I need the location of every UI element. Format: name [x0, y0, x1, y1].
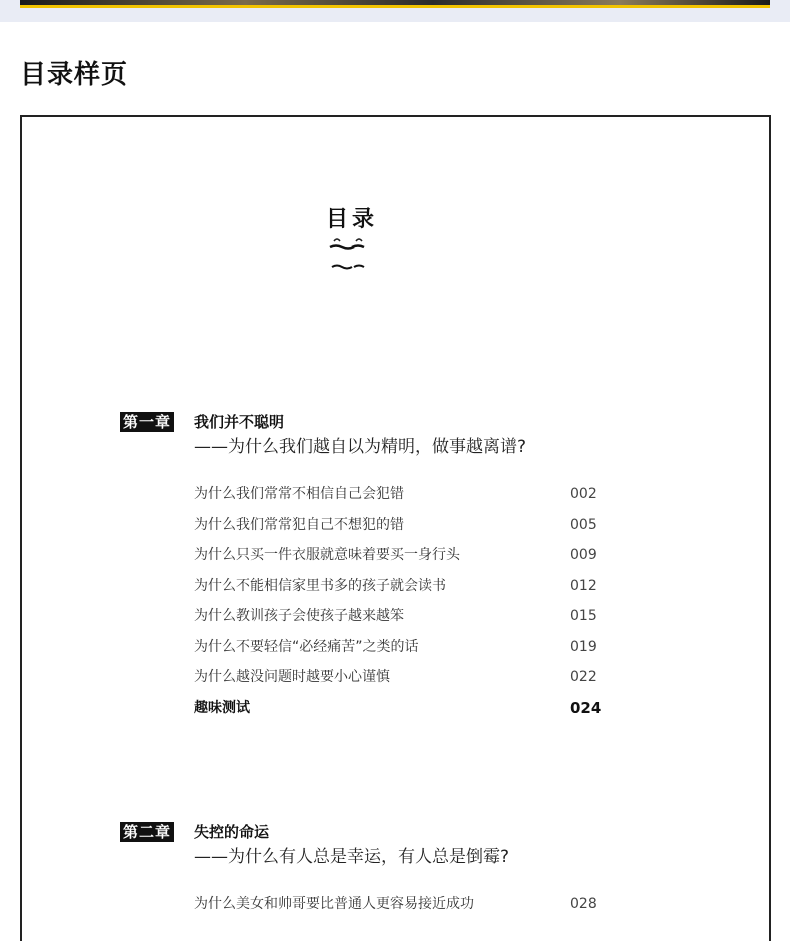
entry-title: 为什么不能相信家里书多的孩子就会读书: [194, 577, 446, 594]
chapter-label: 第二章: [120, 822, 174, 842]
top-banner-image: [20, 0, 770, 8]
toc-heading: [312, 202, 392, 275]
toc-entry[interactable]: [194, 545, 614, 576]
chapter-label: 第一章: [120, 412, 174, 432]
entry-title: 趣味测试: [194, 699, 250, 716]
entry-title: 为什么美女和帅哥要比普通人更容易接近成功: [194, 896, 474, 912]
entry-title: 为什么不要轻信“必经痛苦”之类的话: [194, 638, 419, 655]
chapter-entry-list: [194, 894, 614, 925]
toc-entry[interactable]: [194, 606, 614, 637]
entry-page-number: 005: [570, 516, 597, 533]
entry-title: 为什么越没问题时越要小心谨慎: [194, 669, 390, 685]
entry-page-number: 028: [570, 896, 597, 912]
chapter-subtitle: ——为什么我们越自以为精明，做事越离谱?: [194, 437, 527, 457]
chapter-title: 失控的命运: [194, 823, 270, 841]
toc-entry[interactable]: [194, 894, 614, 925]
toc-heading-text: 目录: [325, 206, 378, 232]
wave-ornament-icon: [322, 235, 382, 275]
entry-page-number: 012: [570, 577, 597, 594]
entry-page-number: 015: [570, 608, 597, 624]
entry-page-number: 022: [570, 669, 597, 685]
entry-title: 为什么教训孩子会使孩子越来越笨: [194, 608, 404, 624]
chapter-entry-list: [194, 484, 614, 728]
toc-entry-quiz[interactable]: [194, 698, 614, 729]
toc-entry[interactable]: [194, 576, 614, 607]
entry-title: 为什么我们常常不相信自己会犯错: [194, 486, 404, 502]
entry-page-number: 024: [570, 698, 602, 717]
entry-page-number: 019: [570, 638, 597, 655]
entry-title: 为什么我们常常犯自己不想犯的错: [194, 516, 404, 533]
entry-title: 为什么只买一件衣服就意味着要买一身行头: [194, 547, 460, 563]
toc-entry[interactable]: [194, 667, 614, 698]
chapter-title: 我们并不聪明: [194, 413, 285, 431]
entry-page-number: 002: [570, 486, 597, 502]
toc-entry[interactable]: [194, 515, 614, 546]
toc-entry[interactable]: [194, 484, 614, 515]
toc-entry[interactable]: [194, 637, 614, 668]
section-title: 目录样页: [20, 60, 129, 90]
chapter-subtitle: ——为什么有人总是幸运，有人总是倒霉?: [194, 847, 510, 867]
entry-page-number: 009: [570, 547, 597, 563]
